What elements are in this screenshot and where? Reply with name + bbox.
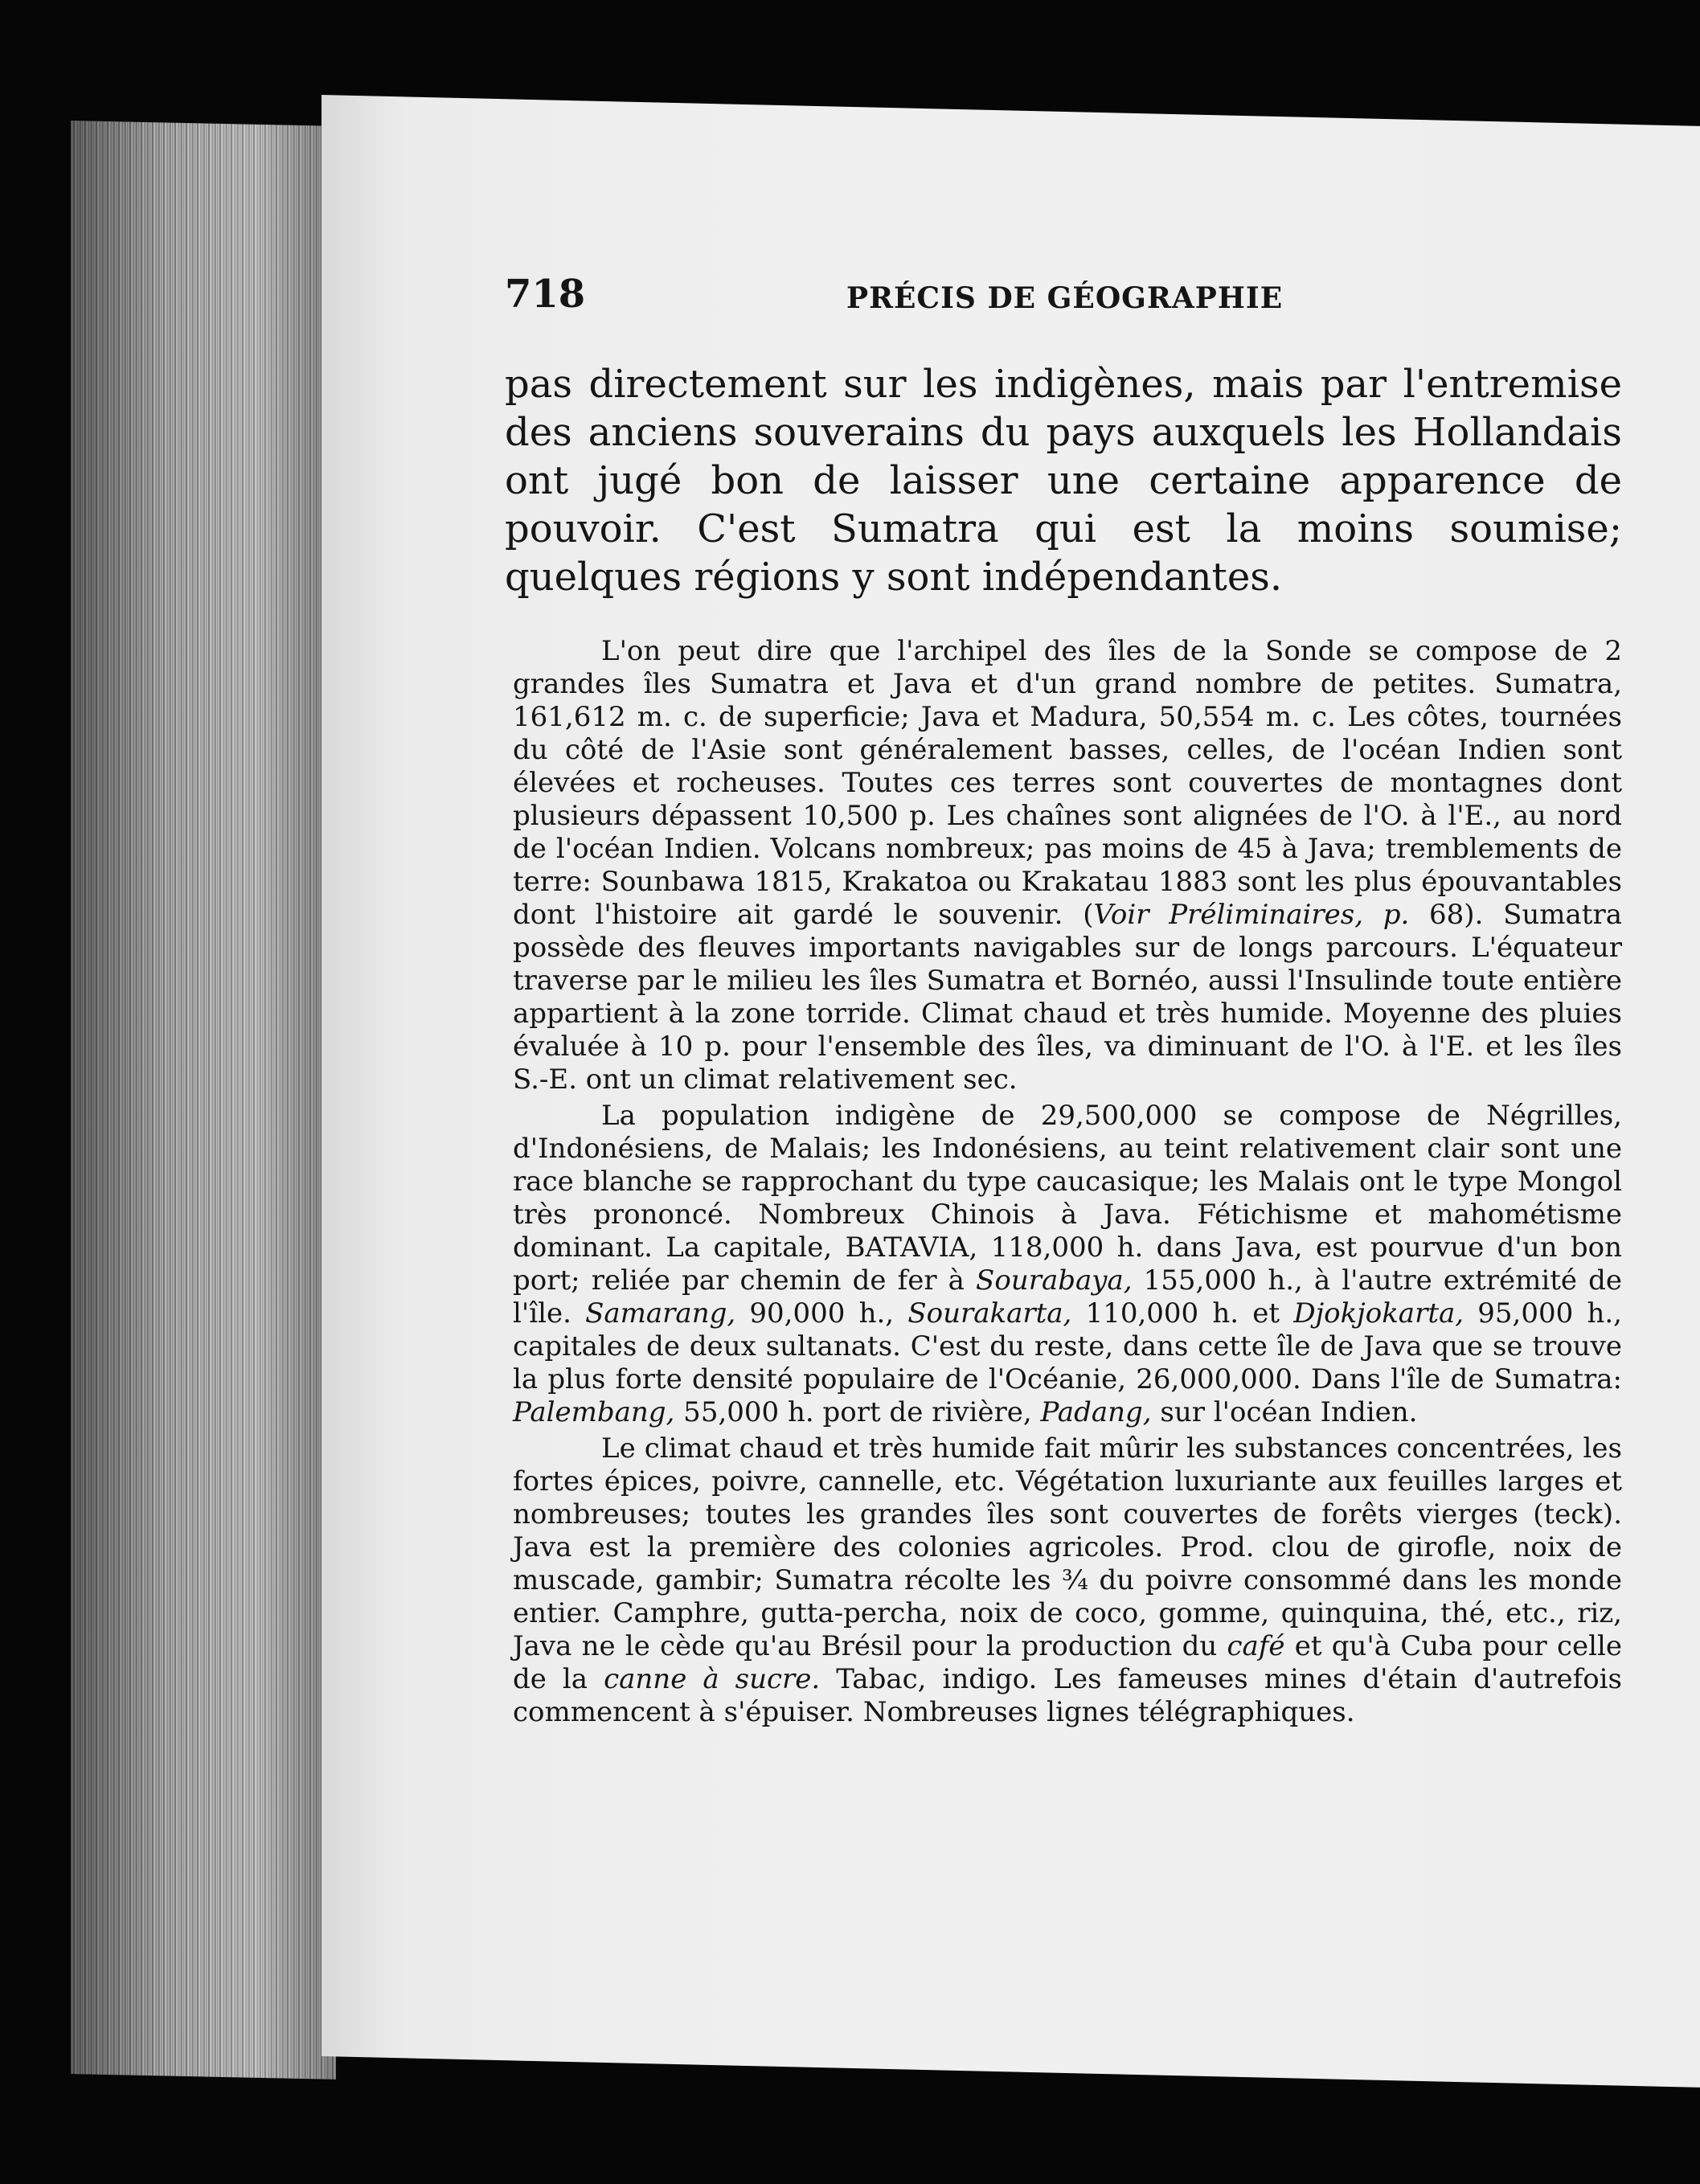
text-run: Tabac, indigo. Les fameuses mines d'étain d'autrefois commencent à s'épuiser. Nombreuses lignes télégraphiques. xyxy=(513,1663,1622,1728)
text-run: L'on peut dire que l'archipel des îles de la Sonde se compose de 2 grandes îles Sumatra et Java et d'un grand nombre de petites. Sumatra, 161,612 m. c. de superficie; Java et Madura, 50,554 m. c. Les côtes, tournées du côté de l'Asie sont généralement basses, celles, de l'océan Indien sont élevées et rocheuses. Toutes ces terres sont couvertes de montagnes dont plusieurs dépassent 10,500 p. Les chaînes sont alignées de l'O. à l'E., au nord de l'océan Indien. Volcans nombreux; pas moins de 45 à Java; tremblements de terre: Sounbawa 1815, Krakatoa ou Krakatau 1883 sont les plus épouvantables dont l'histoire ait gardé le souvenir. ( xyxy=(513,635,1622,931)
italic-run: Djokjokarta, xyxy=(1293,1297,1464,1330)
text-run: et qu'à Cuba pour celle de la xyxy=(513,1630,1622,1695)
italic-run: canne à sucre. xyxy=(604,1663,821,1695)
italic-run: Padang, xyxy=(1040,1396,1152,1428)
text-run: 95,000 h., capitales de deux sultanats. C'est du reste, dans cette île de Java que se trouve la plus forte densité populaire de l'Océanie, 26,000,000. Dans l'île de Sumatra: xyxy=(513,1297,1622,1395)
italic-run: Samarang, xyxy=(585,1297,736,1330)
italic-run: Palembang, xyxy=(513,1396,675,1428)
text-run: 155,000 h., à l'autre extrémité de l'île. xyxy=(513,1264,1622,1330)
text-run: Le climat chaud et très humide fait mûrir les substances concentrées, les fortes épices, poivre, cannelle, etc. Végétation luxuriante aux feuilles larges et nombreuses; toutes les grandes îles sont couvertes de forêts vierges (teck). Java est la première des colonies agricoles. Prod. clou de girofle, noix de muscade, gambir; Sumatra récolte les ¾ du poivre consommé dans les monde entier. Camphre, gutta-percha, noix de coco, gomme, quinquina, thé, etc., riz, Java ne le cède qu'au Brésil pour la production du xyxy=(513,1432,1622,1662)
page-header xyxy=(505,272,1630,320)
text-run: 110,000 h. et xyxy=(1071,1297,1294,1330)
italic-run: Sourakarta, xyxy=(907,1297,1072,1330)
running-title: PRÉCIS DE GÉOGRAPHIE xyxy=(846,281,1284,315)
italic-run: café xyxy=(1227,1630,1285,1662)
italic-run: Voir Préliminaires, p. xyxy=(1093,899,1410,931)
text-run: 68). Sumatra possède des fleuves importants navigables sur de longs parcours. L'équateur traverse par le milieu les îles Sumatra et Bornéo, aussi l'Insulinde toute entière appartient à la zone torride. Climat chaud et très humide. Moyenne des pluies évaluée à 10 p. pour l'ensemble des îles, va diminuant de l'O. à l'E. et les îles S.-E. ont un climat relativement sec. xyxy=(513,899,1622,1096)
paragraph-geography xyxy=(513,635,1622,1096)
text-run: La population indigène de 29,500,000 se compose de Négrilles, d'Indonésiens, de Malais; les Indonésiens, au teint relativement clair sont une race blanche se rapprochant du type caucasique; les Malais ont le type Mongol très prononcé. Nombreux Chinois à Java. Fétichisme et mahométisme dominant. La capitale, BATAVIA, 118,000 h. dans Java, est pourvue d'un bon port; reliée par chemin de fer à xyxy=(513,1100,1622,1297)
paragraph-climate-products xyxy=(513,1432,1622,1729)
text-run: sur l'océan Indien. xyxy=(1151,1396,1418,1428)
lead-paragraph: pas directement sur les indigènes, mais par l'entremise des anciens souverains du pays auxquels les Hollandais ont jugé bon de laisser une certaine apparence de pouvoir. C'est Sumatra qui est la moins soumise; quelques régions y sont indépendantes. xyxy=(505,362,1622,600)
body-text xyxy=(513,635,1622,1729)
paragraph-population xyxy=(513,1100,1622,1429)
book-fore-edge xyxy=(71,121,336,2080)
page-number: 718 xyxy=(505,272,586,317)
text-run: 55,000 h. port de rivière, xyxy=(674,1396,1041,1428)
italic-run: Sourabaya, xyxy=(976,1264,1133,1297)
text-run: 90,000 h., xyxy=(735,1297,908,1330)
